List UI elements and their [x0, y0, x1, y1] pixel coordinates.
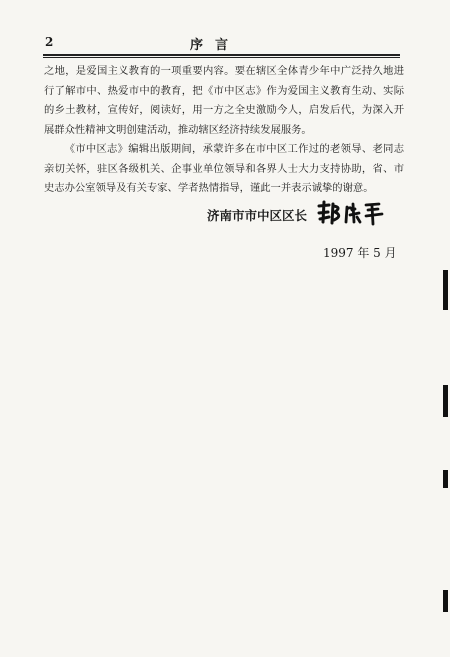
scan-edge-mark: [443, 385, 448, 417]
header-rule: [43, 54, 400, 56]
body-text: [44, 62, 404, 199]
scan-edge-mark: [443, 590, 448, 612]
running-title: 序言: [190, 38, 241, 53]
header-rule: [43, 57, 400, 58]
paragraph: 《市中区志》编辑出版期间，承蒙许多在市中区工作过的老领导、老同志亲切关怀，驻区各级机关、企事业单位领导和各界人士大力支持协助，省、市史志办公室领导及有关专家、学者热情指导，谨此一并表示诚挚的谢意。: [44, 143, 404, 194]
date-line: 1997 年 5 月: [323, 246, 397, 260]
handwritten-signature: [316, 200, 388, 226]
signature-title: 济南市市中区区长: [207, 208, 308, 223]
scan-edge-mark: [443, 270, 448, 310]
scan-edge-mark: [443, 470, 448, 488]
paragraph: 之地，是爱国主义教育的一项重要内容。要在辖区全体青少年中广泛持久地进行了解市中、热爱市中的教育，把《市中区志》作为爱国主义教育生动、实际的乡土教材，宣传好，阅读好，用一方之全史激励今人，启发后代，为深入开展群众性精神文明创建活动，推动辖区经济持续发展服务。: [44, 65, 404, 136]
page-number: 2: [45, 35, 54, 49]
